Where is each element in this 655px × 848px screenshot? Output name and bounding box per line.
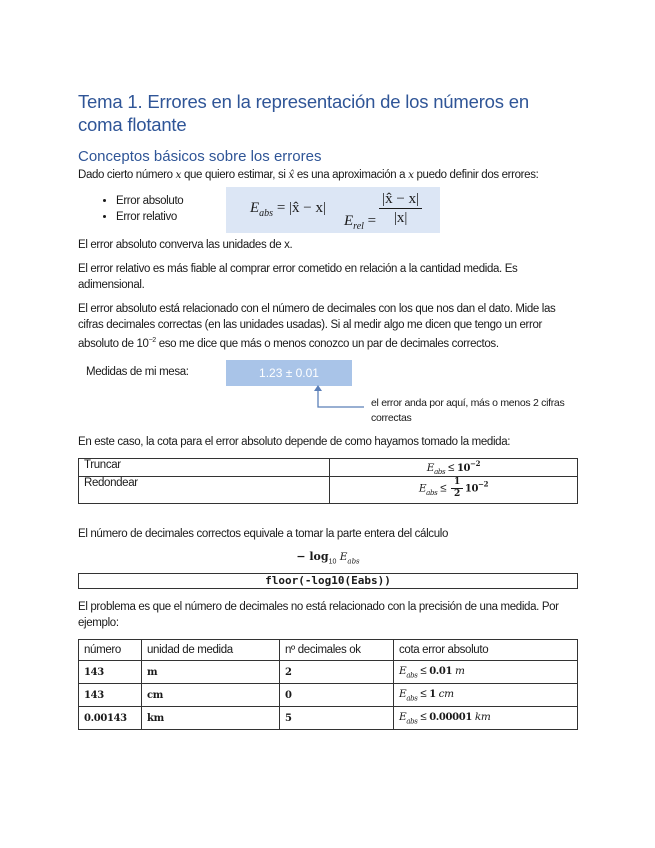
cell-decimales: 0 bbox=[280, 684, 394, 707]
cell-numero: 0.00143 bbox=[79, 707, 142, 730]
list-item: • Error relativo bbox=[116, 209, 183, 225]
column-header: nº decimales ok bbox=[280, 640, 394, 661]
bound-cell: $E_{abs}$ ≤ $\frac{1}{2}$ $10^{-2}$ bbox=[330, 476, 578, 503]
absolute-error-formula: $E_{abs}$ = |x̂ − x| bbox=[250, 200, 327, 219]
table-header-row bbox=[79, 640, 578, 661]
cota-table bbox=[78, 458, 578, 504]
cell-decimales: 5 bbox=[280, 707, 394, 730]
list-item: • Error absoluto bbox=[116, 193, 183, 209]
measurement-value-box: 1.23 ± 0.01 bbox=[226, 360, 352, 386]
table-row bbox=[79, 684, 578, 707]
cell-unidad: m bbox=[142, 661, 280, 684]
error-type-list bbox=[78, 193, 183, 225]
paragraph-relative: El error relativo es más fiable al comprar error cometido en relación a la cantidad medida. Es adimensional. bbox=[78, 263, 518, 291]
decimals-intro: El número de decimales correctos equivale a tomar la parte entera del cálculo bbox=[78, 527, 449, 540]
log-formula: − $\log_{10} E_{abs}$ bbox=[296, 549, 360, 566]
column-header: cota error absoluto bbox=[394, 640, 578, 661]
document-page bbox=[78, 90, 578, 730]
table-row bbox=[79, 458, 578, 476]
intro-paragraph: Dado cierto número x que quiero estimar, si x̂ es una aproximación a x puedo definir dos errores: bbox=[78, 169, 539, 181]
measurement-label: Medidas de mi mesa: bbox=[86, 365, 189, 378]
cell-unidad: km bbox=[142, 707, 280, 730]
section-heading: Conceptos básicos sobre los errores bbox=[78, 148, 322, 165]
cota-intro: En este caso, la cota para el error absoluto depende de como hayamos tomado la medida: bbox=[78, 435, 511, 448]
cell-unidad: cm bbox=[142, 684, 280, 707]
table-row bbox=[79, 661, 578, 684]
paragraph-abs-units: El error absoluto converva las unidades de x. bbox=[78, 239, 293, 251]
column-header: unidad de medida bbox=[142, 640, 280, 661]
table-row bbox=[79, 707, 578, 730]
code-box: floor(-log10(Eabs)) bbox=[78, 573, 578, 589]
bound-cell: $E_{abs} \le 10^{-2}$ bbox=[330, 458, 578, 476]
cell-numero: 143 bbox=[79, 661, 142, 684]
paragraph-decimals: El error absoluto está relacionado con el número de decimales con los que nos dan el dato. Mide las cifras decimales correctas (en las unidades usadas). Si al medir algo me dicen que tengo un error absoluto de $10^{-2}$ eso me dice que más o menos conozco un par de decimales correctos. bbox=[78, 303, 556, 350]
column-header: número bbox=[79, 640, 142, 661]
error-formula-image bbox=[226, 187, 440, 233]
cell-cota: $E_{abs} \le 1$ cm bbox=[394, 684, 578, 707]
annotation-note: el error anda por aquí, más o menos 2 cifras correctas bbox=[371, 396, 565, 424]
relative-error-formula: $E_{rel}$ = $\frac{|x̂ - x|}{|x|}$ bbox=[344, 190, 422, 227]
error-definitions bbox=[78, 187, 578, 237]
method-cell: Redondear bbox=[79, 476, 330, 503]
measurement-example bbox=[78, 360, 578, 422]
page-title: Tema 1. Errores en la representación de los números en coma flotante bbox=[78, 91, 529, 135]
cell-cota: $E_{abs} \le 0.01$ m bbox=[394, 661, 578, 684]
problem-paragraph: El problema es que el número de decimales no está relacionado con la precisión de una medida. Por ejemplo: bbox=[78, 601, 559, 630]
method-cell: Truncar bbox=[79, 458, 330, 476]
table-row bbox=[79, 476, 578, 503]
example-table bbox=[78, 639, 578, 730]
cell-decimales: 2 bbox=[280, 661, 394, 684]
cell-numero: 143 bbox=[79, 684, 142, 707]
cell-cota: $E_{abs} \le 0.00001$ km bbox=[394, 707, 578, 730]
